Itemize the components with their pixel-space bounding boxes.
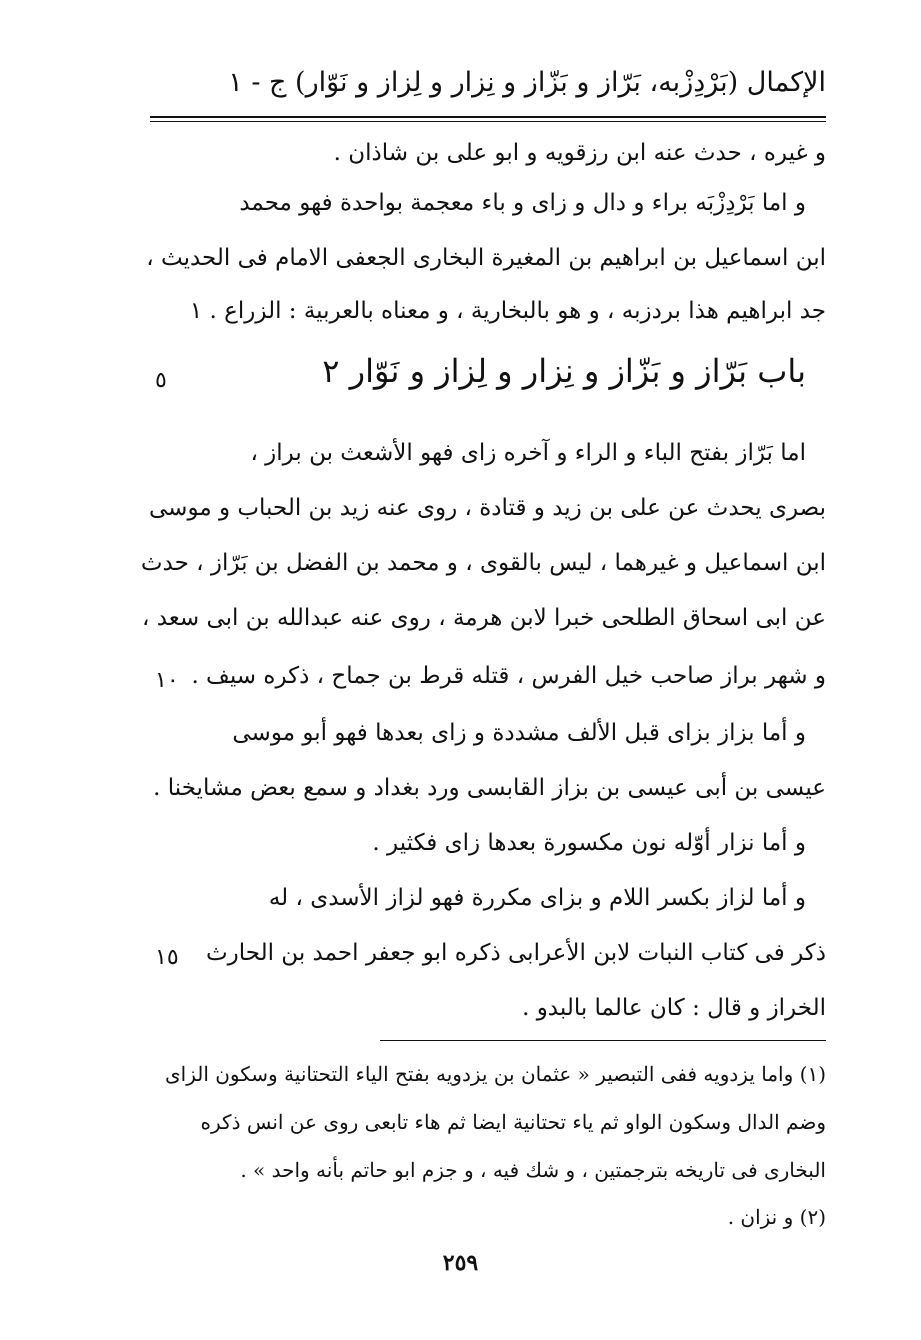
line-number-5: ٥	[155, 368, 167, 393]
text-line: ابن اسماعيل و غيرهما ، ليس بالقوى ، و محمد بن الفضل بن بَرّاز ، حدث	[140, 550, 826, 576]
footnote-line: (١) واما يزدويه ففى التبصير « عثمان بن يزدويه بفتح الياء التحتانية وسكون الزاى	[164, 1062, 826, 1086]
text-line: و اما بَرْدِزْبَه براء و دال و زاى و باء معجمة بواحدة فهو محمد	[239, 190, 806, 216]
text-line: ذكر فى كتاب النبات لابن الأعرابى ذكره ابو جعفر احمد بن الحارث	[205, 940, 826, 966]
text-line: بصرى يحدث عن على بن زيد و قتادة ، روى عنه زيد بن الحباب و موسى	[149, 495, 826, 521]
footnote-line: وضم الدال وسكون الواو ثم ياء تحتانية ايضا ثم هاء تابعى روى عن انس ذكره	[200, 1110, 826, 1134]
text-line: و أما بزاز بزاى قبل الألف مشددة و زاى بعدها فهو أبو موسى	[232, 720, 806, 746]
line-number-15: ١٥	[155, 945, 179, 970]
page-number: ٢٥٩	[442, 1250, 479, 1276]
text-line: و شهر براز صاحب خيل الفرس ، قتله قرط بن جماح ، ذكره سيف .	[191, 663, 826, 689]
text-line: و غيره ، حدث عنه ابن رزقويه و ابو على بن شاذان .	[333, 140, 826, 166]
text-line: عن ابى اسحاق الطلحى خبرا لابن هرمة ، روى عنه عبدالله بن ابى سعد ،	[142, 605, 826, 631]
text-line: ابن اسماعيل بن ابراهيم بن المغيرة البخارى الجعفى الامام فى الحديث ،	[146, 245, 826, 271]
text-line: عيسى بن أبى عيسى بن بزاز القابسى ورد بغداد و سمع بعض مشايخنا .	[153, 775, 826, 801]
header-text: الإكمال (بَرْدِزْبه، بَرّاز و بَزّاز و نِزار و لِزاز و نَوّار) ج - ١	[228, 67, 826, 98]
text-line: و أما نزار أوّله نون مكسورة بعدها زاى فكثير .	[372, 830, 806, 856]
text-line: و أما لزاز بكسر اللام و بزاى مكررة فهو لزاز الأسدى ، له	[268, 885, 806, 911]
text-line: الخراز و قال : كان عالما بالبدو .	[522, 995, 826, 1021]
line-number-10: ١٠	[155, 668, 179, 693]
footnote-rule	[380, 1040, 826, 1041]
text-line: اما بَرّاز بفتح الباء و الراء و آخره زاى فهو الأشعث بن براز ،	[250, 440, 806, 466]
text-line: جد ابراهيم هذا بردزبه ، و هو بالبخارية ، و معناه بالعربية : الزراع . ١	[189, 298, 826, 324]
footnote-line: البخارى فى تاريخه بترجمتين ، و شك فيه ، و جزم ابو حاتم بأنه واحد » .	[240, 1158, 826, 1182]
section-heading: باب بَرّاز و بَزّاز و نِزار و لِزاز و نَوّار ٢	[322, 352, 806, 390]
footnote-line: (٢) و نزان .	[727, 1205, 826, 1229]
